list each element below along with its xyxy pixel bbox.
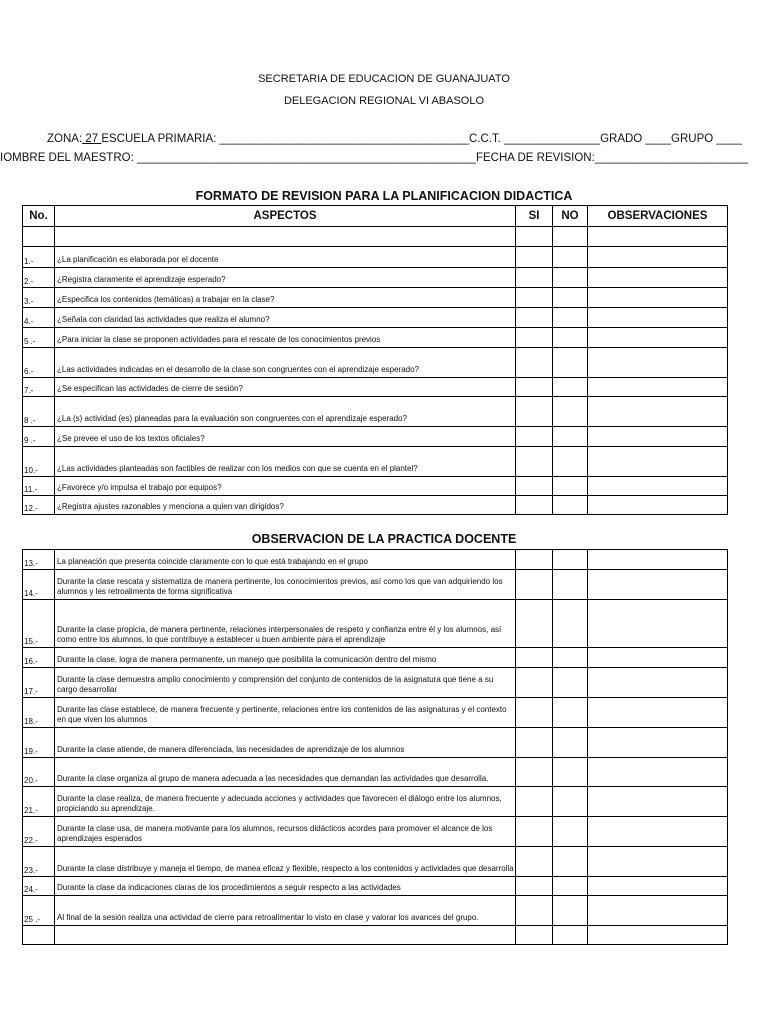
si-checkbox-cell[interactable] — [516, 328, 553, 348]
row-number: 7.- — [23, 378, 55, 397]
no-checkbox-cell[interactable] — [553, 496, 588, 515]
aspect-text: Durante la clase demuestra amplio conocimiento y comprensión del conjunto de contenidos de la asignatura que tiene a su cargo desarrollar — [55, 668, 516, 698]
table-row — [23, 496, 728, 515]
row-number: 12.- — [23, 496, 55, 515]
si-checkbox-cell[interactable] — [516, 477, 553, 496]
grado-label[interactable]: GRADO ____ — [600, 133, 672, 145]
no-checkbox-cell[interactable] — [553, 447, 588, 477]
table-row — [23, 397, 728, 427]
blank-cell — [516, 227, 553, 247]
observaciones-cell[interactable] — [588, 268, 728, 288]
blank-row — [23, 926, 728, 945]
no-checkbox-cell[interactable] — [553, 268, 588, 288]
no-checkbox-cell[interactable] — [553, 648, 588, 668]
aspect-text: Al final de la sesión realiza una actividad de cierre para retroalimentar lo visto en clase y valorar los avances del grupo. — [55, 896, 516, 926]
planning-review-table — [22, 205, 728, 515]
table-row — [23, 308, 728, 328]
observaciones-cell[interactable] — [588, 550, 728, 570]
observaciones-cell[interactable] — [588, 496, 728, 515]
form-line-teacher — [0, 152, 748, 164]
observaciones-cell[interactable] — [588, 570, 728, 600]
row-number: 5 .- — [23, 328, 55, 348]
table-row — [23, 600, 728, 648]
row-number: 16.- — [23, 648, 55, 668]
no-checkbox-cell[interactable] — [553, 550, 588, 570]
blank-cell — [516, 926, 553, 945]
observaciones-cell[interactable] — [588, 397, 728, 427]
table-row — [23, 877, 728, 896]
no-checkbox-cell[interactable] — [553, 877, 588, 896]
table-row — [23, 550, 728, 570]
observaciones-cell[interactable] — [588, 648, 728, 668]
row-number: 13.- — [23, 550, 55, 570]
si-checkbox-cell[interactable] — [516, 550, 553, 570]
form-line-school — [47, 133, 742, 145]
si-checkbox-cell[interactable] — [516, 348, 553, 378]
blank-cell — [553, 227, 588, 247]
header-line-delegacion: DELEGACION REGIONAL VI ABASOLO — [283, 95, 485, 107]
table-row — [23, 378, 728, 397]
practice-observation-table — [22, 549, 728, 945]
aspect-text: Durante la clase distribuye y maneja el tiempo, de manea eficaz y flexible, respecto a los contenidos y actividades que desarrolla — [55, 847, 516, 877]
col-header-aspectos: ASPECTOS — [55, 206, 516, 227]
observaciones-cell[interactable] — [588, 348, 728, 378]
no-checkbox-cell[interactable] — [553, 698, 588, 728]
row-number: 9 .- — [23, 427, 55, 447]
observaciones-cell[interactable] — [588, 896, 728, 926]
no-checkbox-cell[interactable] — [553, 247, 588, 268]
si-checkbox-cell[interactable] — [516, 758, 553, 787]
row-number: 10.- — [23, 447, 55, 477]
observaciones-cell[interactable] — [588, 817, 728, 847]
no-checkbox-cell[interactable] — [553, 427, 588, 447]
no-checkbox-cell[interactable] — [553, 728, 588, 758]
observaciones-cell[interactable] — [588, 288, 728, 308]
aspect-text: ¿Registra claramente el aprendizaje esperado? — [55, 268, 516, 288]
aspect-text: ¿Se prevee el uso de los textos oficiales? — [55, 427, 516, 447]
row-number: 24.- — [23, 877, 55, 896]
aspect-text: Durante la clase realiza, de manera frecuente y adecuada acciones y actividades que favorecen el diálogo entre los alumnos, propiciando su aprendizaje. — [55, 787, 516, 817]
no-checkbox-cell[interactable] — [553, 600, 588, 648]
no-checkbox-cell[interactable] — [553, 477, 588, 496]
observaciones-cell[interactable] — [588, 698, 728, 728]
si-checkbox-cell[interactable] — [516, 447, 553, 477]
no-checkbox-cell[interactable] — [553, 328, 588, 348]
table-row — [23, 847, 728, 877]
observaciones-cell[interactable] — [588, 427, 728, 447]
row-number: 19.- — [23, 728, 55, 758]
observaciones-cell[interactable] — [588, 308, 728, 328]
no-checkbox-cell[interactable] — [553, 308, 588, 328]
aspect-text: ¿Se especifican las actividades de cierre de sesión? — [55, 378, 516, 397]
observaciones-cell[interactable] — [588, 447, 728, 477]
maestro-label[interactable]: IOMBRE DEL MAESTRO: _____________________________________________________ — [0, 152, 476, 164]
no-checkbox-cell[interactable] — [553, 847, 588, 877]
blank-cell — [23, 227, 55, 247]
si-checkbox-cell[interactable] — [516, 728, 553, 758]
aspect-text: Durante la clase da indicaciones claras de los procedimientos a seguir respecto a las actividades — [55, 877, 516, 896]
row-number: 8 .- — [23, 397, 55, 427]
aspect-text: Durante la clase usa, de manera motivante para los alumnos, recursos didácticos acordes para promover el alcance de los aprendizajes esperados — [55, 817, 516, 847]
no-checkbox-cell[interactable] — [553, 787, 588, 817]
si-checkbox-cell[interactable] — [516, 600, 553, 648]
aspect-text: ¿Especifica los contenidos (temáticas) a trabajar en la clase? — [55, 288, 516, 308]
si-checkbox-cell[interactable] — [516, 427, 553, 447]
observaciones-cell[interactable] — [588, 247, 728, 268]
cct-label[interactable]: C.C.T. _______________ — [469, 133, 601, 145]
table-row — [23, 570, 728, 600]
observaciones-cell[interactable] — [588, 787, 728, 817]
table-row — [23, 698, 728, 728]
table-row — [23, 787, 728, 817]
si-checkbox-cell[interactable] — [516, 817, 553, 847]
no-checkbox-cell[interactable] — [553, 758, 588, 787]
table-row — [23, 268, 728, 288]
row-number: 2.- — [23, 268, 55, 288]
aspect-text: Durante la clase rescata y sistematiza de manera pertinente, los conocimientos previos, así como los que van adquiriendo los alumnos y les retroalimenta de forma significativa — [55, 570, 516, 600]
table-row — [23, 247, 728, 268]
row-number: 17.- — [23, 668, 55, 698]
si-checkbox-cell[interactable] — [516, 698, 553, 728]
aspect-text: ¿Señala con claridad las actividades que realiza el alumno? — [55, 308, 516, 328]
blank-cell — [588, 926, 728, 945]
observaciones-cell[interactable] — [588, 758, 728, 787]
si-checkbox-cell[interactable] — [516, 787, 553, 817]
si-checkbox-cell[interactable] — [516, 378, 553, 397]
col-header-no: No. — [23, 206, 55, 227]
aspect-text: ¿Las actividades indicadas en el desarrollo de la clase son congruentes con el aprendizaje esperado? — [55, 348, 516, 378]
row-number: 21.- — [23, 787, 55, 817]
no-checkbox-cell[interactable] — [553, 378, 588, 397]
table-row — [23, 427, 728, 447]
fecha-label[interactable]: FECHA DE REVISION:________________________ — [475, 152, 749, 164]
si-checkbox-cell[interactable] — [516, 668, 553, 698]
table-row — [23, 288, 728, 308]
table-row — [23, 817, 728, 847]
si-checkbox-cell[interactable] — [516, 288, 553, 308]
row-number: 15.- — [23, 600, 55, 648]
section2-title: OBSERVACION DE LA PRACTICA DOCENTE — [251, 532, 517, 546]
zona-label: ZONA: — [47, 133, 83, 145]
aspect-text: ¿La planificación es elaborada por el docente — [55, 247, 516, 268]
si-checkbox-cell[interactable] — [516, 896, 553, 926]
aspect-text: Durante la clase, logra de manera permanente, un manejo que posibilita la comunicación dentro del mismo — [55, 648, 516, 668]
header-line-secretaria: SECRETARIA DE EDUCACION DE GUANAJUATO — [258, 73, 510, 85]
observaciones-cell[interactable] — [588, 668, 728, 698]
observaciones-cell[interactable] — [588, 378, 728, 397]
observaciones-cell[interactable] — [588, 728, 728, 758]
table-row — [23, 896, 728, 926]
si-checkbox-cell[interactable] — [516, 648, 553, 668]
table-row — [23, 668, 728, 698]
si-checkbox-cell[interactable] — [516, 496, 553, 515]
section1-title: FORMATO DE REVISION PARA LA PLANIFICACION DIDACTICA — [195, 189, 573, 203]
si-checkbox-cell[interactable] — [516, 877, 553, 896]
row-number: 11.- — [23, 477, 55, 496]
blank-cell — [55, 227, 516, 247]
escuela-label[interactable]: ESCUELA PRIMARIA: _______________________________________ — [101, 133, 469, 145]
si-checkbox-cell[interactable] — [516, 268, 553, 288]
no-checkbox-cell[interactable] — [553, 570, 588, 600]
aspect-text: ¿La (s) actividad (es) planeadas para la evaluación son congruentes con el aprendizaje esperado? — [55, 397, 516, 427]
row-number: 18.- — [23, 698, 55, 728]
row-number: 25 .- — [23, 896, 55, 926]
table-row — [23, 328, 728, 348]
blank-cell — [55, 926, 516, 945]
table-row — [23, 477, 728, 496]
col-header-no-answer: NO — [553, 206, 588, 227]
zona-value[interactable]: 27 — [82, 133, 102, 145]
table-row — [23, 348, 728, 378]
aspect-text: Durante las clase establece, de manera frecuente y pertinente, relaciones entre los contenidos de las asignaturas y el contexto en que viven los alumnos — [55, 698, 516, 728]
si-checkbox-cell[interactable] — [516, 397, 553, 427]
no-checkbox-cell[interactable] — [553, 817, 588, 847]
row-number: 4.- — [23, 308, 55, 328]
blank-cell — [23, 926, 55, 945]
row-number: 1.- — [23, 247, 55, 268]
table-row — [23, 758, 728, 787]
no-checkbox-cell[interactable] — [553, 896, 588, 926]
si-checkbox-cell[interactable] — [516, 570, 553, 600]
si-checkbox-cell[interactable] — [516, 308, 553, 328]
aspect-text: ¿Las actividades planteadas son factibles de realizar con los medios con que se cuenta en el plantel? — [55, 447, 516, 477]
observaciones-cell[interactable] — [588, 600, 728, 648]
row-number: 6.- — [23, 348, 55, 378]
observaciones-cell[interactable] — [588, 847, 728, 877]
table-row — [23, 447, 728, 477]
table-row — [23, 648, 728, 668]
aspect-text: La planeación que presenta coincide claramente con lo que está trabajando en el grupo — [55, 550, 516, 570]
aspect-text: Durante la clase organiza al grupo de manera adecuada a las necesidades que demandan las actividades que desarrolla. — [55, 758, 516, 787]
aspect-text: Durante la clase propicia, de manera pertinente, relaciones interpersonales de respeto y confianza entre él y los alumnos, así como entre los alumnos, lo que contribuye a establecer u buen ambiente para el aprendizaje — [55, 600, 516, 648]
no-checkbox-cell[interactable] — [553, 397, 588, 427]
observaciones-cell[interactable] — [588, 477, 728, 496]
aspect-text: ¿Registra ajustes razonables y menciona a quien van dirigidos? — [55, 496, 516, 515]
no-checkbox-cell[interactable] — [553, 668, 588, 698]
aspect-text: ¿Para iniciar la clase se proponen actividades para el rescate de los conocimientos previos — [55, 328, 516, 348]
observaciones-cell[interactable] — [588, 328, 728, 348]
table-row — [23, 728, 728, 758]
aspect-text: ¿Favorece y/o impulsa el trabajo por equipos? — [55, 477, 516, 496]
planning-review-rows — [23, 227, 728, 515]
col-header-observaciones: OBSERVACIONES — [588, 206, 728, 227]
si-checkbox-cell[interactable] — [516, 247, 553, 268]
aspect-text: Durante la clase atiende, de manera diferenciada, las necesidades de aprendizaje de los alumnos — [55, 728, 516, 758]
observaciones-cell[interactable] — [588, 877, 728, 896]
grupo-label[interactable]: GRUPO ____ — [671, 133, 742, 145]
row-number: 3.- — [23, 288, 55, 308]
no-checkbox-cell[interactable] — [553, 348, 588, 378]
col-header-si: SI — [516, 206, 553, 227]
row-number: 14.- — [23, 570, 55, 600]
row-number: 20.- — [23, 758, 55, 787]
row-number: 23.- — [23, 847, 55, 877]
no-checkbox-cell[interactable] — [553, 288, 588, 308]
blank-cell — [553, 926, 588, 945]
si-checkbox-cell[interactable] — [516, 847, 553, 877]
row-number: 22.- — [23, 817, 55, 847]
blank-row — [23, 227, 728, 247]
practice-observation-rows — [23, 550, 728, 945]
blank-cell — [588, 227, 728, 247]
